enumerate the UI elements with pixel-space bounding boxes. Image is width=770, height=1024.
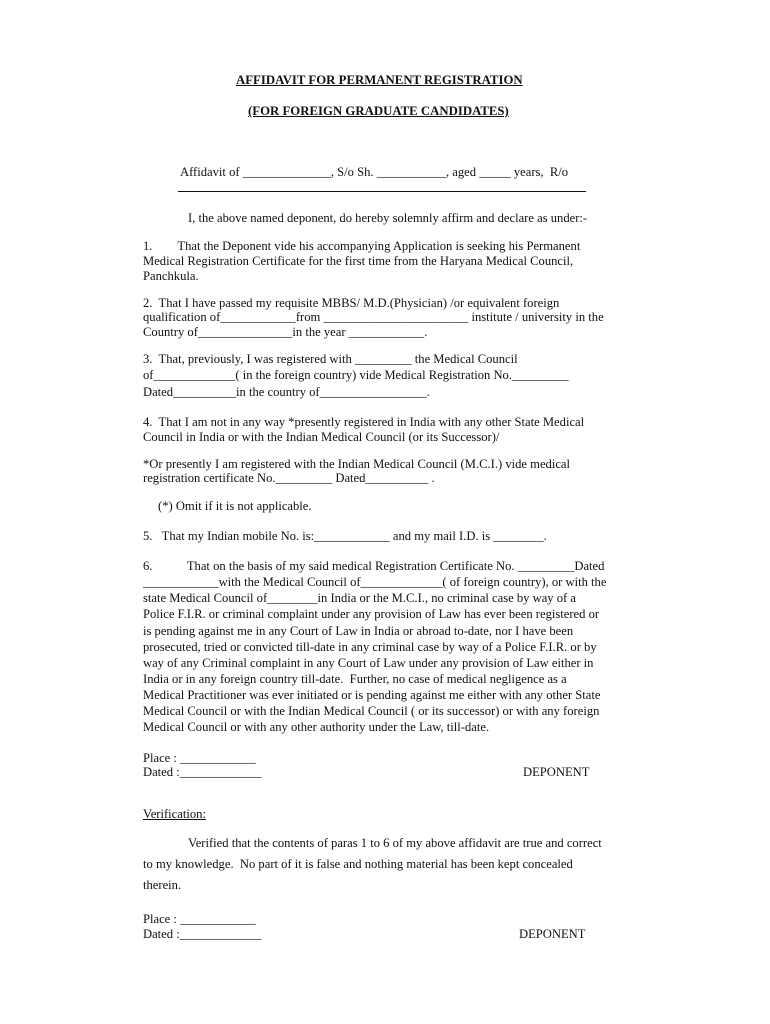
paragraph-6-line: Medical Council or with any other authority under the Law, till-date. [143, 720, 490, 734]
deponent-label: DEPONENT [523, 765, 590, 779]
paragraph-6-line: is pending against me in any Court of Law in India or abroad to-date, nor I have been [143, 624, 574, 638]
paragraph-6-line: state Medical Council of________in India or the M.C.I., no criminal case by way of a [143, 591, 576, 605]
verification-line: Verified that the contents of paras 1 to 6 of my above affidavit are true and correct [188, 836, 602, 850]
paragraph-3-line: Dated__________in the country of_________________. [143, 385, 430, 399]
paragraph-6-line: Medical Council or with the Indian Medical Council ( or its successor) or with any foreign [143, 704, 600, 718]
paragraph-1-line: Panchkula. [143, 269, 199, 283]
dated-field: Dated :_____________ [143, 927, 262, 941]
verification-line: therein. [143, 878, 182, 892]
paragraph-2-line: 2. That I have passed my requisite MBBS/ M.D.(Physician) /or equivalent foreign [143, 296, 560, 310]
paragraph-6-line: ____________with the Medical Council of_____________( of foreign country), or with the [143, 575, 607, 589]
dated-field: Dated :_____________ [143, 765, 262, 779]
paragraph-4-alt-line: *Or presently I am registered with the Indian Medical Council (M.C.I.) vide medical [143, 457, 571, 471]
verification-heading: Verification: [143, 807, 206, 821]
paragraph-3-line: of_____________( in the foreign country) vide Medical Registration No._________ [143, 368, 569, 382]
paragraph-4-line: 4. That I am not in any way *presently registered in India with any other State Medical [143, 415, 585, 429]
place-field: Place : ____________ [143, 912, 256, 926]
paragraph-2-line: qualification of____________from _______________________ institute / university in the [143, 310, 604, 324]
address-blank-line [178, 191, 586, 192]
paragraph-6-line: prosecuted, tried or convicted till-date in any criminal case by way of a Police F.I.R. or by [143, 640, 597, 654]
paragraph-6-line: way of any Criminal complaint in any Court of Law under any provision of Law either in [143, 656, 594, 670]
declaration-text: I, the above named deponent, do hereby solemnly affirm and declare as under:- [188, 211, 588, 225]
paragraph-3-line: 3. That, previously, I was registered with _________ the Medical Council [143, 352, 518, 366]
paragraph-6-line: Police F.I.R. or criminal complaint under any provision of Law has ever been registered or [143, 607, 600, 621]
deponent-label: DEPONENT [519, 927, 586, 941]
paragraph-1-line: Medical Registration Certificate for the first time from the Haryana Medical Council, [143, 254, 574, 268]
document-title: AFFIDAVIT FOR PERMANENT REGISTRATION [236, 73, 523, 87]
paragraph-2-line: Country of_______________in the year ____________. [143, 325, 428, 339]
paragraph-1-line: 1. That the Deponent vide his accompanying Application is seeking his Permanent [143, 239, 581, 253]
affidavit-of-line: Affidavit of ______________, S/o Sh. ___________, aged _____ years, R/o [180, 165, 569, 179]
paragraph-6-line: Medical Practitioner was ever initiated or is pending against me either with any other State [143, 688, 601, 702]
paragraph-5: 5. That my Indian mobile No. is:____________ and my mail I.D. is ________. [143, 529, 547, 543]
document-subtitle: (FOR FOREIGN GRADUATE CANDIDATES) [248, 104, 509, 118]
verification-line: to my knowledge. No part of it is false and nothing material has been kept concealed [143, 857, 573, 871]
place-field: Place : ____________ [143, 751, 256, 765]
paragraph-4-alt-line: registration certificate No._________ Dated__________ . [143, 471, 435, 485]
paragraph-6-line: India or in any foreign country till-date. Further, no case of medical negligence as a [143, 672, 567, 686]
paragraph-4-line: Council in India or with the Indian Medical Council (or its Successor)/ [143, 430, 500, 444]
omit-note: (*) Omit if it is not applicable. [158, 499, 312, 513]
paragraph-6-line: 6. That on the basis of my said medical Registration Certificate No. _________Dated [143, 559, 605, 573]
